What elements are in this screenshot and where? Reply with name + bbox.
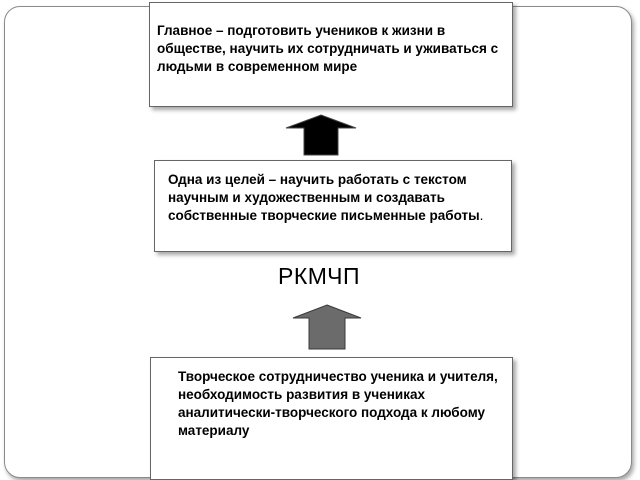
up-arrow-top-shape: [286, 115, 356, 155]
goal-box-top: [149, 2, 513, 107]
goal-box-bottom: [150, 357, 513, 480]
up-arrow-bottom-shape: [293, 305, 361, 349]
up-arrow-bottom: [291, 304, 363, 350]
goal-box-top-text: Главное – подготовить учеников к жизни в обществе, научить их сотрудничать и уживаться с людьми в современном мире: [157, 23, 499, 74]
goal-box-middle: [154, 160, 512, 252]
goal-box-middle-tail: .: [479, 208, 484, 223]
goal-box-middle-text: Одна из целей – научить работать с текстом научным и художественным и создавать собственные творческие письменные работы: [168, 172, 480, 223]
center-label: РКМЧП: [278, 263, 361, 289]
goal-box-bottom-text: Творческое сотрудничество ученика и учителя, необходимость развития в учениках аналитически-творческого подхода к любому материалу: [178, 369, 498, 438]
up-arrow-top: [284, 114, 358, 156]
